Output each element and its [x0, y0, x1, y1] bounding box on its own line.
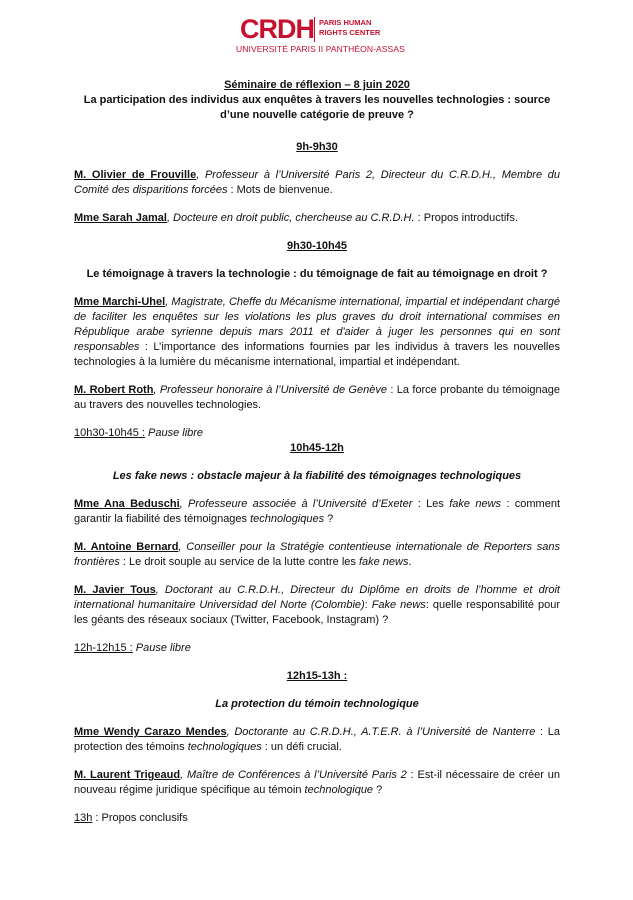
speaker-entry: Mme Marchi-Uhel, Magistrate, Cheffe du Mécanisme international, impartial et indépendant chargé de faciliter les enquêtes sur les violations les plus graves du droit international commises en République arabe syrienne depuis mars 2011 et d'aider à juger les personnes qui en sont responsables : L’importance des informations fournies par les individus à travers les nouvelles technologies à la lumière du mécanisme international, impartial et indépendant. — [74, 296, 560, 368]
logo-acronym: CRDH — [240, 14, 314, 44]
session-time-4: 12h15-13h : — [286, 670, 348, 682]
closing-entry: 13h : Propos conclusifs — [74, 812, 188, 824]
crdh-logo — [0, 14, 633, 58]
speaker-entry: M. Javier Tous, Doctorant au C.R.D.H., Directeur du Diplôme en droits de l’homme et droit international humanitaire Universidad del Norte (Colombie): Fake news: quelle responsabilité pour les géants des réseaux sociaux (Twitter, Facebook, Instagram) ? — [74, 584, 561, 626]
speaker-entry: Mme Sarah Jamal, Docteure en droit public, chercheuse au C.R.D.H. : Propos introductifs. — [74, 212, 518, 224]
seminar-title: La participation des individus aux enquêtes à travers les nouvelles technologies : source d’une nouvelle catégorie de preuve ? — [83, 94, 551, 121]
programme — [74, 78, 560, 826]
session-time-3: 10h45-12h — [290, 442, 344, 454]
speaker-entry: Mme Ana Beduschi, Professeure associée à l’Université d’Exeter : Les fake news : comment garantir la fiabilité des témoignages technologiques ? — [74, 498, 561, 525]
logo-divider — [314, 17, 315, 42]
speaker-entry: M. Antoine Bernard, Conseiller pour la Stratégie contentieuse internationale de Reporters sans frontières : Le droit souple au service de la lutte contre les fake news. — [74, 541, 560, 568]
break-entry: 12h-12h15 : Pause libre — [74, 642, 191, 654]
speaker-entry: M. Olivier de Frouville, Professeur à l’Université Paris 2, Directeur du C.R.D.H., Membre du Comité des disparitions forcées : Mots de bienvenue. — [74, 169, 560, 196]
session-time-2: 9h30-10h45 — [287, 240, 347, 252]
session-time-1: 9h-9h30 — [296, 141, 338, 153]
logo-university: UNIVERSITÉ PARIS II PANTHÉON-ASSAS — [236, 44, 405, 54]
seminar-date: Séminaire de réflexion – 8 juin 2020 — [224, 79, 410, 91]
break-entry: 10h30-10h45 : Pause libre — [74, 427, 204, 439]
speaker-entry: M. Robert Roth, Professeur honoraire à l’Université de Genève : La force probante du témoignage au travers des nouvelles technologies. — [74, 384, 561, 411]
speaker-entry: Mme Wendy Carazo Mendes, Doctorante au C.R.D.H., A.T.E.R. à l’Université de Nanterre : La protection des témoins technologiques : un défi crucial. — [74, 726, 560, 753]
logo-center-name: PARIS HUMAN RIGHTS CENTER — [319, 18, 381, 37]
speaker-entry: M. Laurent Trigeaud, Maître de Conférences à l’Université Paris 2 : Est-il nécessaire de créer un nouveau régime juridique spécifique au témoin technologique ? — [74, 769, 560, 796]
session-theme-4: La protection du témoin technologique — [215, 698, 419, 710]
session-theme-2: Le témoignage à travers la technologie : du témoignage de fait au témoignage en droit ? — [86, 268, 548, 280]
session-theme-3: Les fake news : obstacle majeur à la fiabilité des témoignages technologiques — [112, 470, 522, 482]
